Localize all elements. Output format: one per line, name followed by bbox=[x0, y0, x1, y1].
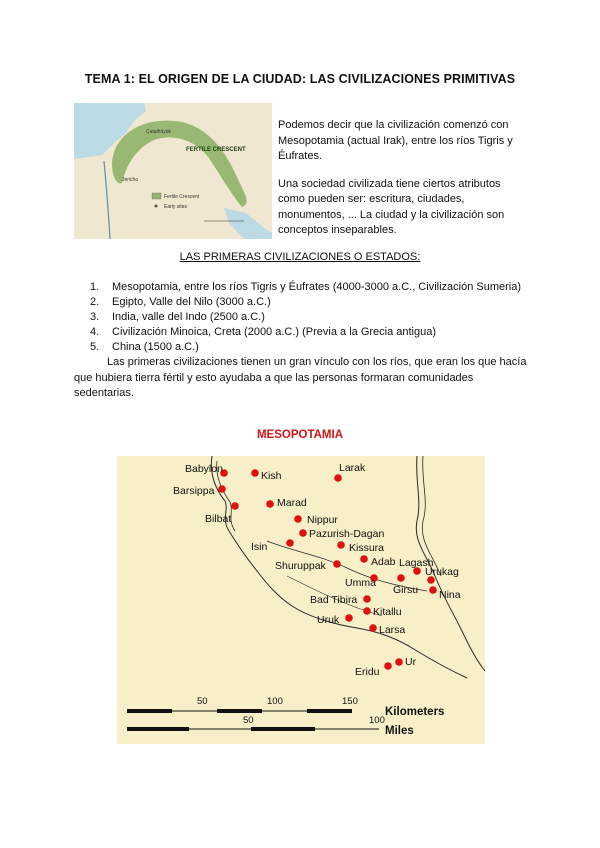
city-dot bbox=[345, 614, 353, 622]
list-item bbox=[90, 295, 521, 310]
city-label: Pazurish-Dagan bbox=[309, 528, 385, 540]
city-label: Isin bbox=[251, 541, 268, 553]
catalhoyuk-label: Çatalhöyük bbox=[146, 129, 172, 135]
list-item bbox=[90, 310, 521, 325]
list-text: China (1500 a.C.) bbox=[112, 341, 199, 353]
mi-tick-100: 100 bbox=[369, 715, 385, 726]
civilizations-list bbox=[90, 280, 521, 355]
km-tick-50: 50 bbox=[197, 696, 208, 707]
list-item bbox=[90, 325, 521, 340]
city-label: Barsippa bbox=[173, 485, 215, 497]
list-number: 4. bbox=[90, 326, 100, 338]
crescent-map-label: FERTILE CRESCENT bbox=[186, 147, 246, 153]
city-dot bbox=[384, 662, 392, 670]
list-text: Civilización Minoica, Creta (2000 a.C.) (Previa a la Grecia antigua) bbox=[112, 326, 437, 338]
intro-paragraph-2: Una sociedad civilizada tiene ciertos atributos como pueden ser: escritura, ciudades, monumentos, ... La ciudad y la civilización son conceptos inseparables. bbox=[278, 177, 505, 236]
mi-unit-label: Miles bbox=[385, 725, 414, 737]
jericho-label: Jericho bbox=[122, 177, 139, 183]
page-title: TEMA 1: EL ORIGEN DE LA CIUDAD: LAS CIVILIZACIONES PRIMITIVAS bbox=[84, 72, 516, 86]
city-label: Kish bbox=[261, 470, 282, 482]
city-dot bbox=[369, 624, 377, 632]
km-unit-label: Kilometers bbox=[385, 706, 445, 718]
city-label: Ur bbox=[405, 656, 417, 668]
city-label: Bad Tibira bbox=[310, 594, 358, 606]
city-dot bbox=[251, 469, 259, 477]
legend-crescent-label: Fertile Crescent bbox=[164, 194, 200, 200]
list-item bbox=[90, 340, 521, 355]
city-label: Uruk bbox=[317, 614, 340, 626]
city-label: Shuruppak bbox=[275, 560, 326, 572]
km-tick-150: 150 bbox=[342, 696, 358, 707]
city-label: Kissura bbox=[349, 542, 385, 554]
list-text: Mesopotamia, entre los ríos Tigris y Éufrates (4000-3000 a.C., Civilización Sumeria) bbox=[112, 281, 522, 293]
km-tick-100: 100 bbox=[267, 696, 283, 707]
mesopotamia-map bbox=[117, 456, 485, 744]
list-number: 5. bbox=[90, 341, 100, 353]
list-item bbox=[90, 280, 521, 295]
rivers-paragraph: Las primeras civilizaciones tienen un gran vínculo con los ríos, que eran los que hacía que hubiera tierra fértil y esto ayudaba a que las personas formaran comunidades sedentarias. bbox=[74, 356, 527, 399]
mi-tick-50: 50 bbox=[243, 715, 254, 726]
city-label: Adab bbox=[371, 556, 396, 568]
city-label: Kitallu bbox=[373, 606, 402, 618]
city-dot bbox=[334, 474, 342, 482]
city-dot bbox=[231, 502, 239, 510]
city-label: Girsu bbox=[393, 584, 419, 596]
city-dot bbox=[363, 595, 371, 603]
mesopotamia-heading: MESOPOTAMIA bbox=[256, 429, 344, 441]
city-dot bbox=[360, 555, 368, 563]
city-dot bbox=[286, 539, 294, 547]
city-label: Marad bbox=[277, 497, 307, 509]
list-number: 1. bbox=[90, 281, 100, 293]
list-text: Egipto, Valle del Nilo (3000 a.C.) bbox=[112, 296, 271, 308]
city-dot bbox=[395, 658, 403, 666]
civilizations-subtitle: LAS PRIMERAS CIVILIZACIONES O ESTADOS: bbox=[179, 251, 421, 263]
city-dot bbox=[333, 560, 341, 568]
legend-sites-label: Early sites bbox=[164, 204, 188, 210]
list-text: India, valle del Indo (2500 a.C.) bbox=[112, 311, 265, 323]
intro-paragraph-1: Podemos decir que la civilización comenzó con Mesopotamia (actual Irak), entre los ríos Tigris y Éufrates. bbox=[278, 119, 513, 162]
city-dot bbox=[363, 607, 371, 615]
city-label: Larsa bbox=[379, 624, 406, 636]
list-number: 2. bbox=[90, 296, 100, 308]
city-dot bbox=[429, 586, 437, 594]
city-dot bbox=[397, 574, 405, 582]
intro-text bbox=[278, 118, 528, 251]
city-label: Larak bbox=[339, 462, 366, 474]
city-dot bbox=[294, 515, 302, 523]
city-label: Urukag bbox=[425, 566, 459, 578]
city-dot bbox=[218, 485, 226, 493]
city-label: Lagash bbox=[399, 557, 434, 569]
city-dot bbox=[299, 529, 307, 537]
city-dot bbox=[266, 500, 274, 508]
city-label: Nippur bbox=[307, 514, 338, 526]
city-label: Umma bbox=[345, 577, 376, 589]
list-number: 3. bbox=[90, 311, 100, 323]
city-label: Babylon bbox=[185, 463, 223, 475]
city-label: Bilbat bbox=[205, 513, 232, 525]
city-label: Nina bbox=[439, 589, 461, 601]
fertile-crescent-map bbox=[74, 103, 272, 239]
city-label: Eridu bbox=[355, 666, 380, 678]
city-dot bbox=[337, 541, 345, 549]
